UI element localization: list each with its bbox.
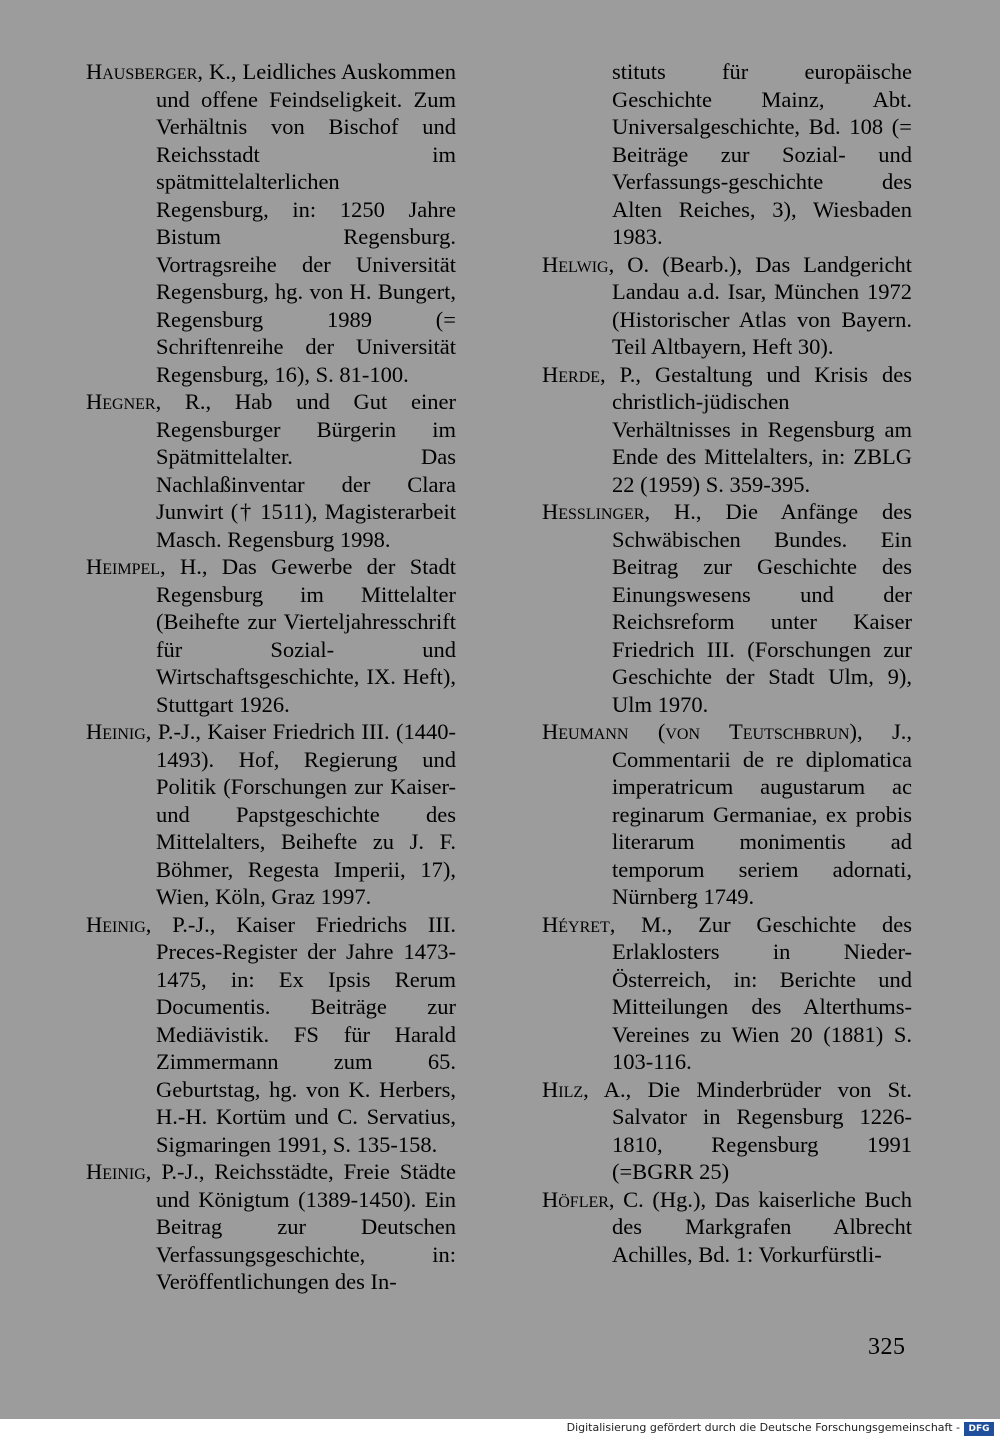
entry-text: , P.-J., Reichsstädte, Freie Städte und Königtum (1389-1450). Ein Beitrag zur Deutschen Verfassungsgeschichte, in: Veröffentlichungen des In- xyxy=(145,1159,456,1294)
entry-author: Höfler xyxy=(542,1186,609,1212)
bibliography-entry xyxy=(542,718,912,911)
entry-author: Heinig xyxy=(86,1159,146,1184)
entry-author: Heumann (von Teutschbrun) xyxy=(542,719,857,744)
bibliography-entry xyxy=(86,911,456,1159)
entry-text: , A., Die Minderbrüder von St. Salvator in Regensburg 1226-1810, Regensburg 1991 (=BGRR 25) xyxy=(583,1076,912,1184)
entry-author: Hesslinger xyxy=(542,499,645,524)
entry-text: , J., Commentarii de re diplomatica imperatricum augustarum ac reginarum Germaniae, ex probis literarum monimentis ad temporum seriem adornati, Nürnberg 1749. xyxy=(612,719,912,909)
entry-text: , P.-J., Kaiser Friedrichs III. Preces-Register der Jahre 1473-1475, in: Ex Ipsis Rerum Documentis. Beiträge zur Mediävistik. FS für Harald Zimmermann zum 65. Geburtstag, hg. von K. Herbers, H.-H. Kortüm und C. Servatius, Sigmaringen 1991, S. 135-158. xyxy=(145,911,456,1157)
bibliography-entry xyxy=(86,58,456,388)
entry-author: Helwig xyxy=(542,251,609,277)
bibliography-column-right xyxy=(542,58,912,1268)
entry-author: Héyret xyxy=(542,911,610,937)
bibliography-entry xyxy=(542,1186,912,1269)
entry-author: Hausberger xyxy=(86,59,198,84)
bibliography-entry xyxy=(86,1158,456,1296)
bibliography-entry xyxy=(542,911,912,1076)
entry-author: Heinig xyxy=(86,911,146,937)
entry-text: , O. (Bearb.), Das Landgericht Landau a.d. Isar, München 1972 (Historischer Atlas von Bayern. Teil Altbayern, Heft 30). xyxy=(608,251,912,359)
bibliography-entry xyxy=(542,1076,912,1186)
entry-text: , P., Gestaltung und Krisis des christlich-jüdischen Verhältnisses in Regensburg am Ende des Mittelalters, in: ZBLG 22 (1959) S. 359-395. xyxy=(600,361,912,497)
entry-text: , H., Die Anfänge des Schwäbischen Bundes. Ein Beitrag zur Geschichte des Einungswesens und der Reichsreform unter Kaiser Friedrich III. (Forschungen zur Geschichte der Stadt Ulm, 9), Ulm 1970. xyxy=(612,499,912,717)
entry-author: Hegner xyxy=(86,389,156,414)
entry-text: , M., Zur Geschichte des Erlaklosters in Nieder-Österreich, in: Berichte und Mitteilungen des Alterthums-Vereines zu Wien 20 (1881) S. 103-116. xyxy=(609,911,912,1074)
digitization-footer xyxy=(0,1419,1000,1439)
entry-author: Herde xyxy=(542,361,601,387)
bibliography-entry xyxy=(86,388,456,553)
page-number: 325 xyxy=(868,1334,906,1360)
bibliography-entry-continuation: stituts für europäische Geschichte Mainz, Abt. Universalgeschichte, Bd. 108 (= Beiträge zur Sozial- und Verfassungs-geschichte des Alten Reiches, 3), Wiesbaden 1983. xyxy=(612,59,912,249)
bibliography-entry xyxy=(86,718,456,911)
dfg-logo: DFG xyxy=(964,1422,994,1436)
bibliography-entry xyxy=(542,361,912,499)
entry-text: , C. (Hg.), Das kaiserliche Buch des Markgrafen Albrecht Achilles, Bd. 1: Vorkurfürstli- xyxy=(608,1186,912,1267)
entry-author: Heimpel xyxy=(86,554,161,579)
bibliography-entry xyxy=(542,251,912,361)
footer-credit-text: Digitalisierung gefördert durch die Deutsche Forschungsgemeinschaft - xyxy=(566,1421,960,1434)
entry-author: Hilz xyxy=(542,1076,584,1102)
entry-text: , K., Leidliches Auskommen und offene Feindseligkeit. Zum Verhältnis von Bischof und Reichsstadt im spätmittelalterlichen Regensburg, in: 1250 Jahre Bistum Regensburg. Vortragsreihe der Universität Regensburg, hg. von H. Bungert, Regensburg 1989 (= Schriftenreihe der Universität Regensburg, 16), S. 81-100. xyxy=(156,59,456,387)
bibliography-entry xyxy=(542,498,912,718)
entry-text: , P.-J., Kaiser Friedrich III. (1440-1493). Hof, Regierung und Politik (Forschungen zur Kaiser- und Papstgeschichte des Mittelalters, Beihefte zu J. F. Böhmer, Regesta Imperii, 17), Wien, Köln, Graz 1997. xyxy=(145,719,456,909)
entry-text: , H., Das Gewerbe der Stadt Regensburg im Mittelalter (Beihefte zur Vierteljahresschrift für Sozial- und Wirtschaftsgeschichte, IX. Heft), Stuttgart 1926. xyxy=(156,554,456,717)
bibliography-column-left xyxy=(86,58,456,1296)
entry-author: Heinig xyxy=(86,719,146,744)
bibliography-entry xyxy=(86,553,456,718)
entry-text: , R., Hab und Gut einer Regensburger Bürgerin im Spätmittelalter. Das Nachlaßinventar der Clara Junwirt († 1511), Magisterarbeit Masch. Regensburg 1998. xyxy=(155,389,456,552)
